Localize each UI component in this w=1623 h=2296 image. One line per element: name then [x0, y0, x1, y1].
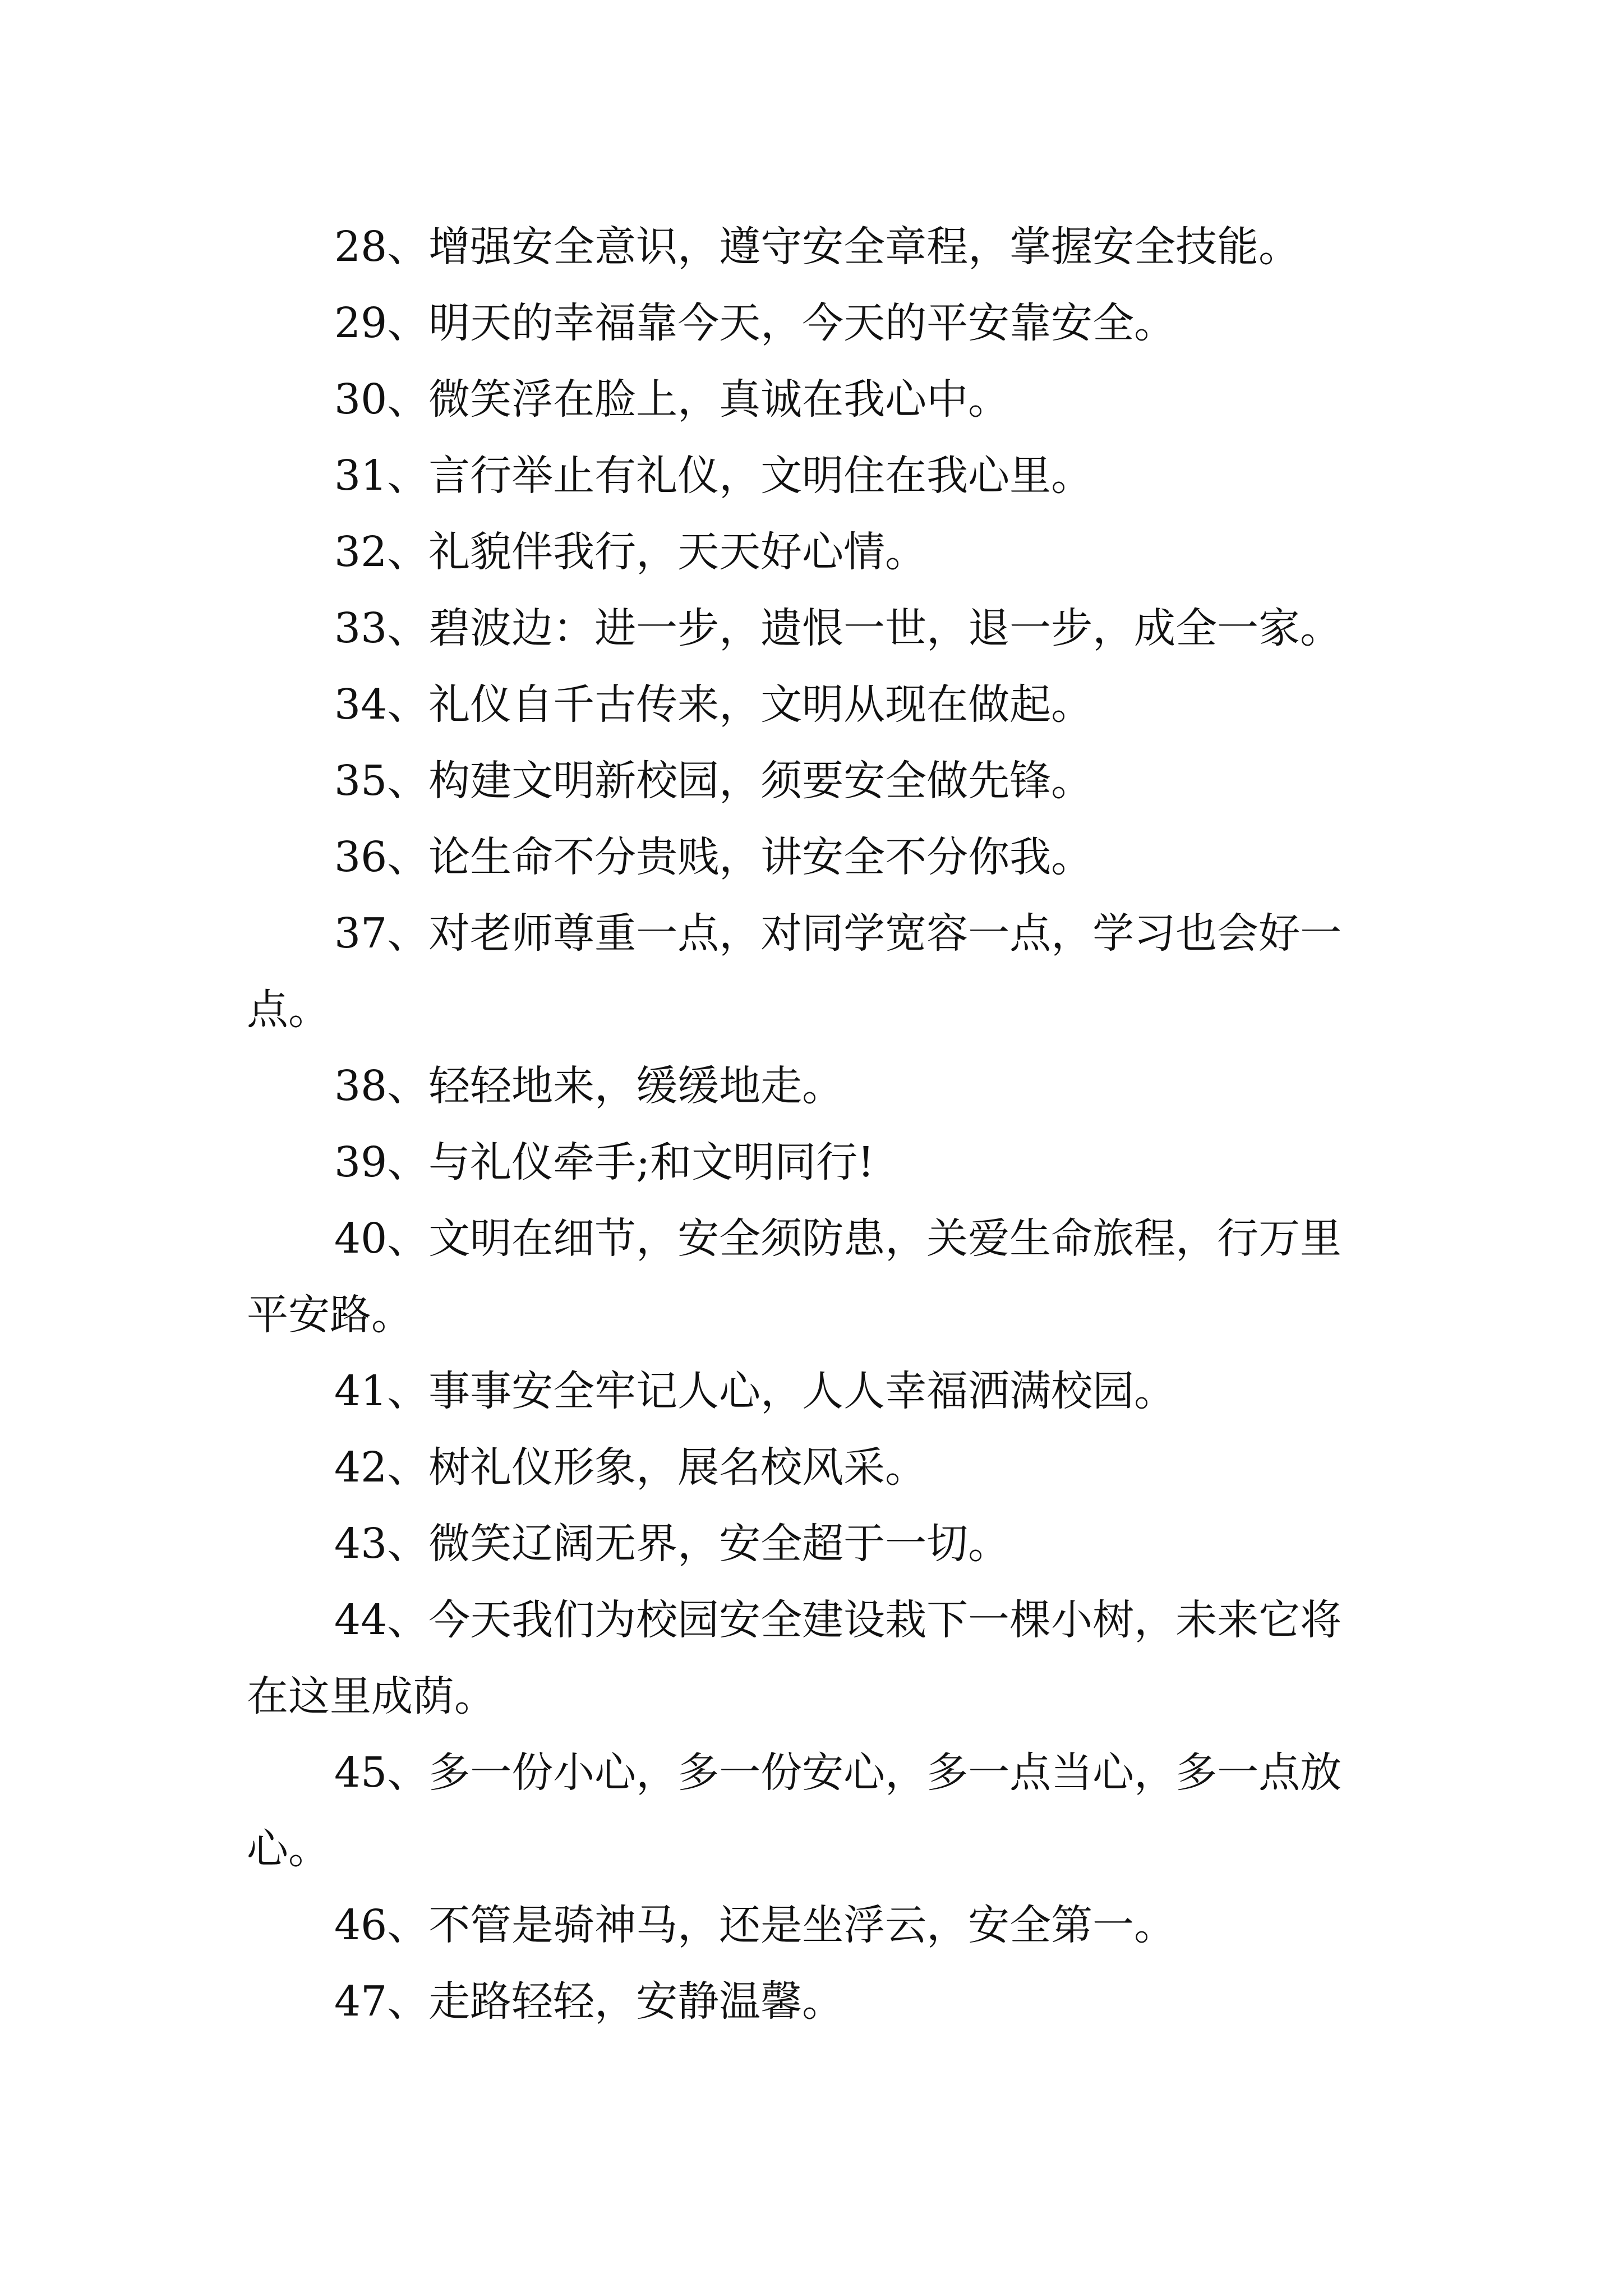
slogan-line: 39、与礼仪牵手;和文明同行! — [334, 1138, 874, 1186]
slogan-line-continuation: 点。 — [247, 986, 330, 1034]
slogan-line: 32、礼貌伴我行，天天好心情。 — [334, 528, 927, 576]
slogan-line: 28、增强安全意识，遵守安全章程，掌握安全技能。 — [334, 223, 1301, 271]
slogan-line: 41、事事安全牢记人心，人人幸福洒满校园。 — [334, 1367, 1176, 1415]
slogan-line-continuation: 心。 — [247, 1825, 330, 1873]
slogan-line: 46、不管是骑神马，还是坐浮云，安全第一。 — [334, 1901, 1176, 1949]
slogan-line: 43、微笑辽阔无界，安全超于一切。 — [334, 1520, 1010, 1568]
slogan-line: 29、明天的幸福靠今天，今天的平安靠安全。 — [334, 299, 1176, 347]
slogan-line-continuation: 在这里成荫。 — [247, 1672, 496, 1720]
slogan-line: 45、多一份小心，多一份安心，多一点当心，多一点放 — [334, 1749, 1342, 1797]
slogan-line: 31、言行举止有礼仪，文明住在我心里。 — [334, 452, 1093, 500]
slogan-list — [247, 209, 1385, 2040]
slogan-line-continuation: 平安路。 — [247, 1291, 413, 1339]
slogan-line: 37、对老师尊重一点，对同学宽容一点，学习也会好一 — [334, 909, 1342, 958]
slogan-line: 42、树礼仪形象，展名校风采。 — [334, 1443, 927, 1492]
slogan-line: 34、礼仪自千古传来，文明从现在做起。 — [334, 680, 1093, 729]
slogan-line: 36、论生命不分贵贱，讲安全不分你我。 — [334, 833, 1093, 881]
slogan-line: 44、今天我们为校园安全建设栽下一棵小树，未来它将 — [334, 1596, 1342, 1644]
slogan-line: 40、文明在细节，安全须防患，关爱生命旅程，行万里 — [334, 1214, 1342, 1263]
slogan-line: 47、走路轻轻，安静温馨。 — [334, 1977, 844, 2026]
slogan-line: 35、构建文明新校园，须要安全做先锋。 — [334, 757, 1093, 805]
slogan-line: 30、微笑浮在脸上，真诚在我心中。 — [334, 375, 1010, 424]
slogan-line: 38、轻轻地来，缓缓地走。 — [334, 1062, 844, 1110]
slogan-line: 33、碧波边：进一步，遗恨一世，退一步，成全一家。 — [334, 604, 1342, 652]
